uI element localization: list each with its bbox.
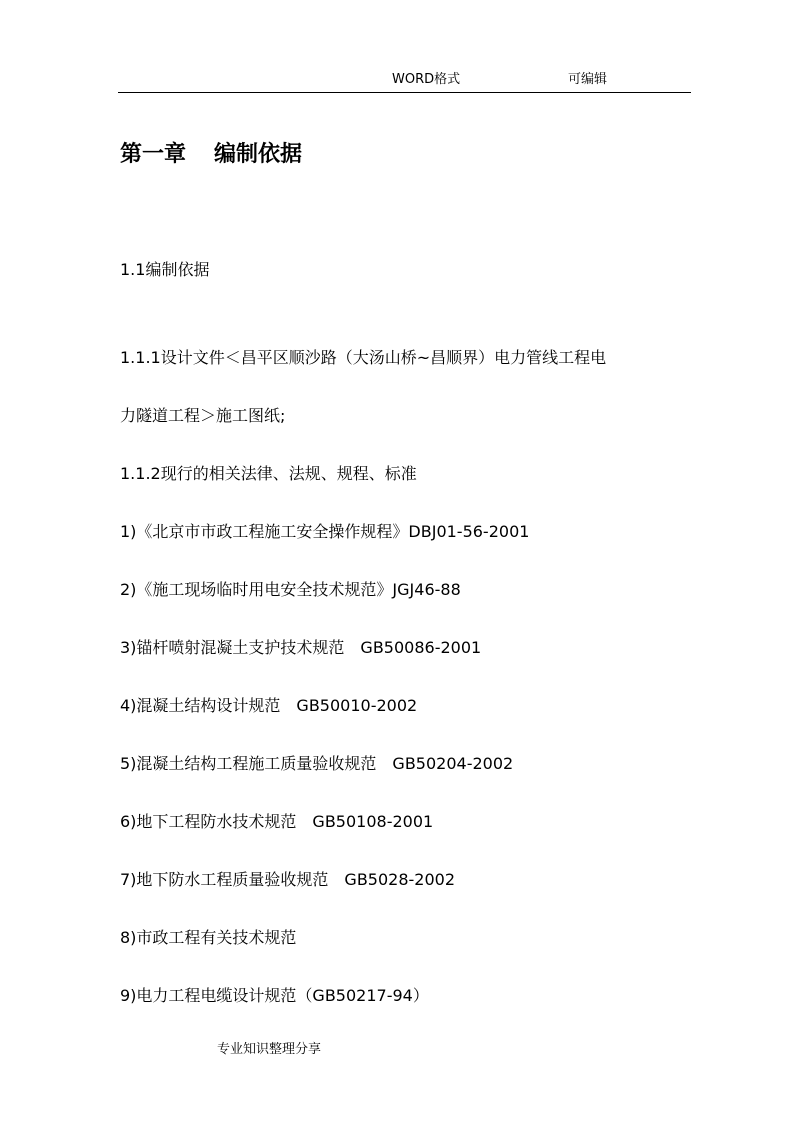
list-item: 5)混凝土结构工程施工质量验收规范 GB50204-2002 [120, 754, 514, 773]
page-footer: 专业知识整理分享 [217, 1042, 322, 1057]
chapter-name: 编制依据 [214, 142, 303, 167]
chapter-number: 第一章 [120, 142, 187, 167]
list-item: 9)电力工程电缆设计规范（GB50217-94） [120, 986, 429, 1005]
paragraph-1-1-1-line-1: 1.1.1设计文件＜昌平区顺沙路（大汤山桥~昌顺界）电力管线工程电 [120, 348, 607, 367]
paragraph-1-1-2: 1.1.2现行的相关法律、法规、规程、标准 [120, 464, 417, 483]
list-item: 8)市政工程有关技术规范 [120, 928, 297, 947]
section-heading: 1.1编制依据 [120, 260, 210, 279]
header-divider [118, 92, 691, 93]
list-item: 6)地下工程防水技术规范 GB50108-2001 [120, 812, 434, 831]
list-item: 3)锚杆喷射混凝土支护技术规范 GB50086-2001 [120, 638, 482, 657]
paragraph-1-1-1-line-2: 力隧道工程＞施工图纸; [120, 406, 286, 425]
header-editable-label: 可编辑 [568, 72, 608, 87]
chapter-title [120, 141, 302, 169]
list-item: 1)《北京市市政工程施工安全操作规程》DBJ01-56-2001 [120, 522, 530, 541]
header-format-label: WORD格式 [392, 72, 461, 87]
list-item: 7)地下防水工程质量验收规范 GB5028-2002 [120, 870, 456, 889]
list-item: 4)混凝土结构设计规范 GB50010-2002 [120, 696, 418, 715]
list-item: 2)《施工现场临时用电安全技术规范》JGJ46-88 [120, 580, 461, 599]
